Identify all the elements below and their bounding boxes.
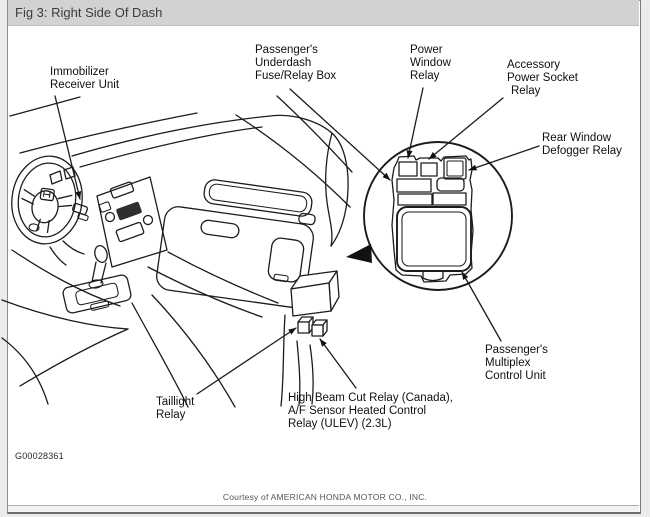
label-high-beam-cut-relay: High Beam Cut Relay (Canada), A/F Sensor Heated Control Relay (ULEV) (2.3L): [288, 392, 453, 430]
steering-column: [50, 241, 84, 265]
high-beam-relay-box: [312, 320, 327, 336]
label-power-window-relay: Power Window Relay: [410, 44, 451, 82]
taillight-leader: [197, 328, 296, 394]
multiplex-leader: [462, 272, 501, 341]
label-immobilizer-receiver-unit: Immobilizer Receiver Unit: [50, 66, 120, 91]
figure-stamp-code: G00028361: [15, 451, 64, 461]
windshield-lines: [10, 96, 352, 207]
label-accessory-power-socket-relay: Accessory Power Socket Relay: [507, 59, 578, 97]
steering-wheel: [6, 152, 88, 249]
label-passengers-multiplex-control-unit: Passenger's Multiplex Control Unit: [485, 344, 548, 382]
shifter-console: [62, 244, 133, 316]
figure-title: Fig 3: Right Side Of Dash: [15, 5, 163, 20]
label-rear-window-defogger-relay: Rear Window Defogger Relay: [542, 132, 622, 157]
fuse-relay-box-detail: [392, 156, 473, 282]
taillight-relay-box: [298, 317, 313, 333]
underdash-box-in-situ: [291, 271, 339, 316]
label-underdash-fuse-relay-box: Passenger's Underdash Fuse/Relay Box: [255, 44, 337, 82]
immobilizer-leader: [55, 96, 80, 199]
label-taillight-relay: Taillight Relay: [156, 396, 195, 421]
high-beam-leader: [320, 339, 356, 388]
zoom-pointer: [346, 244, 372, 263]
courtesy-credit: Courtesy of AMERICAN HONDA MOTOR CO., INC.: [222, 492, 428, 502]
